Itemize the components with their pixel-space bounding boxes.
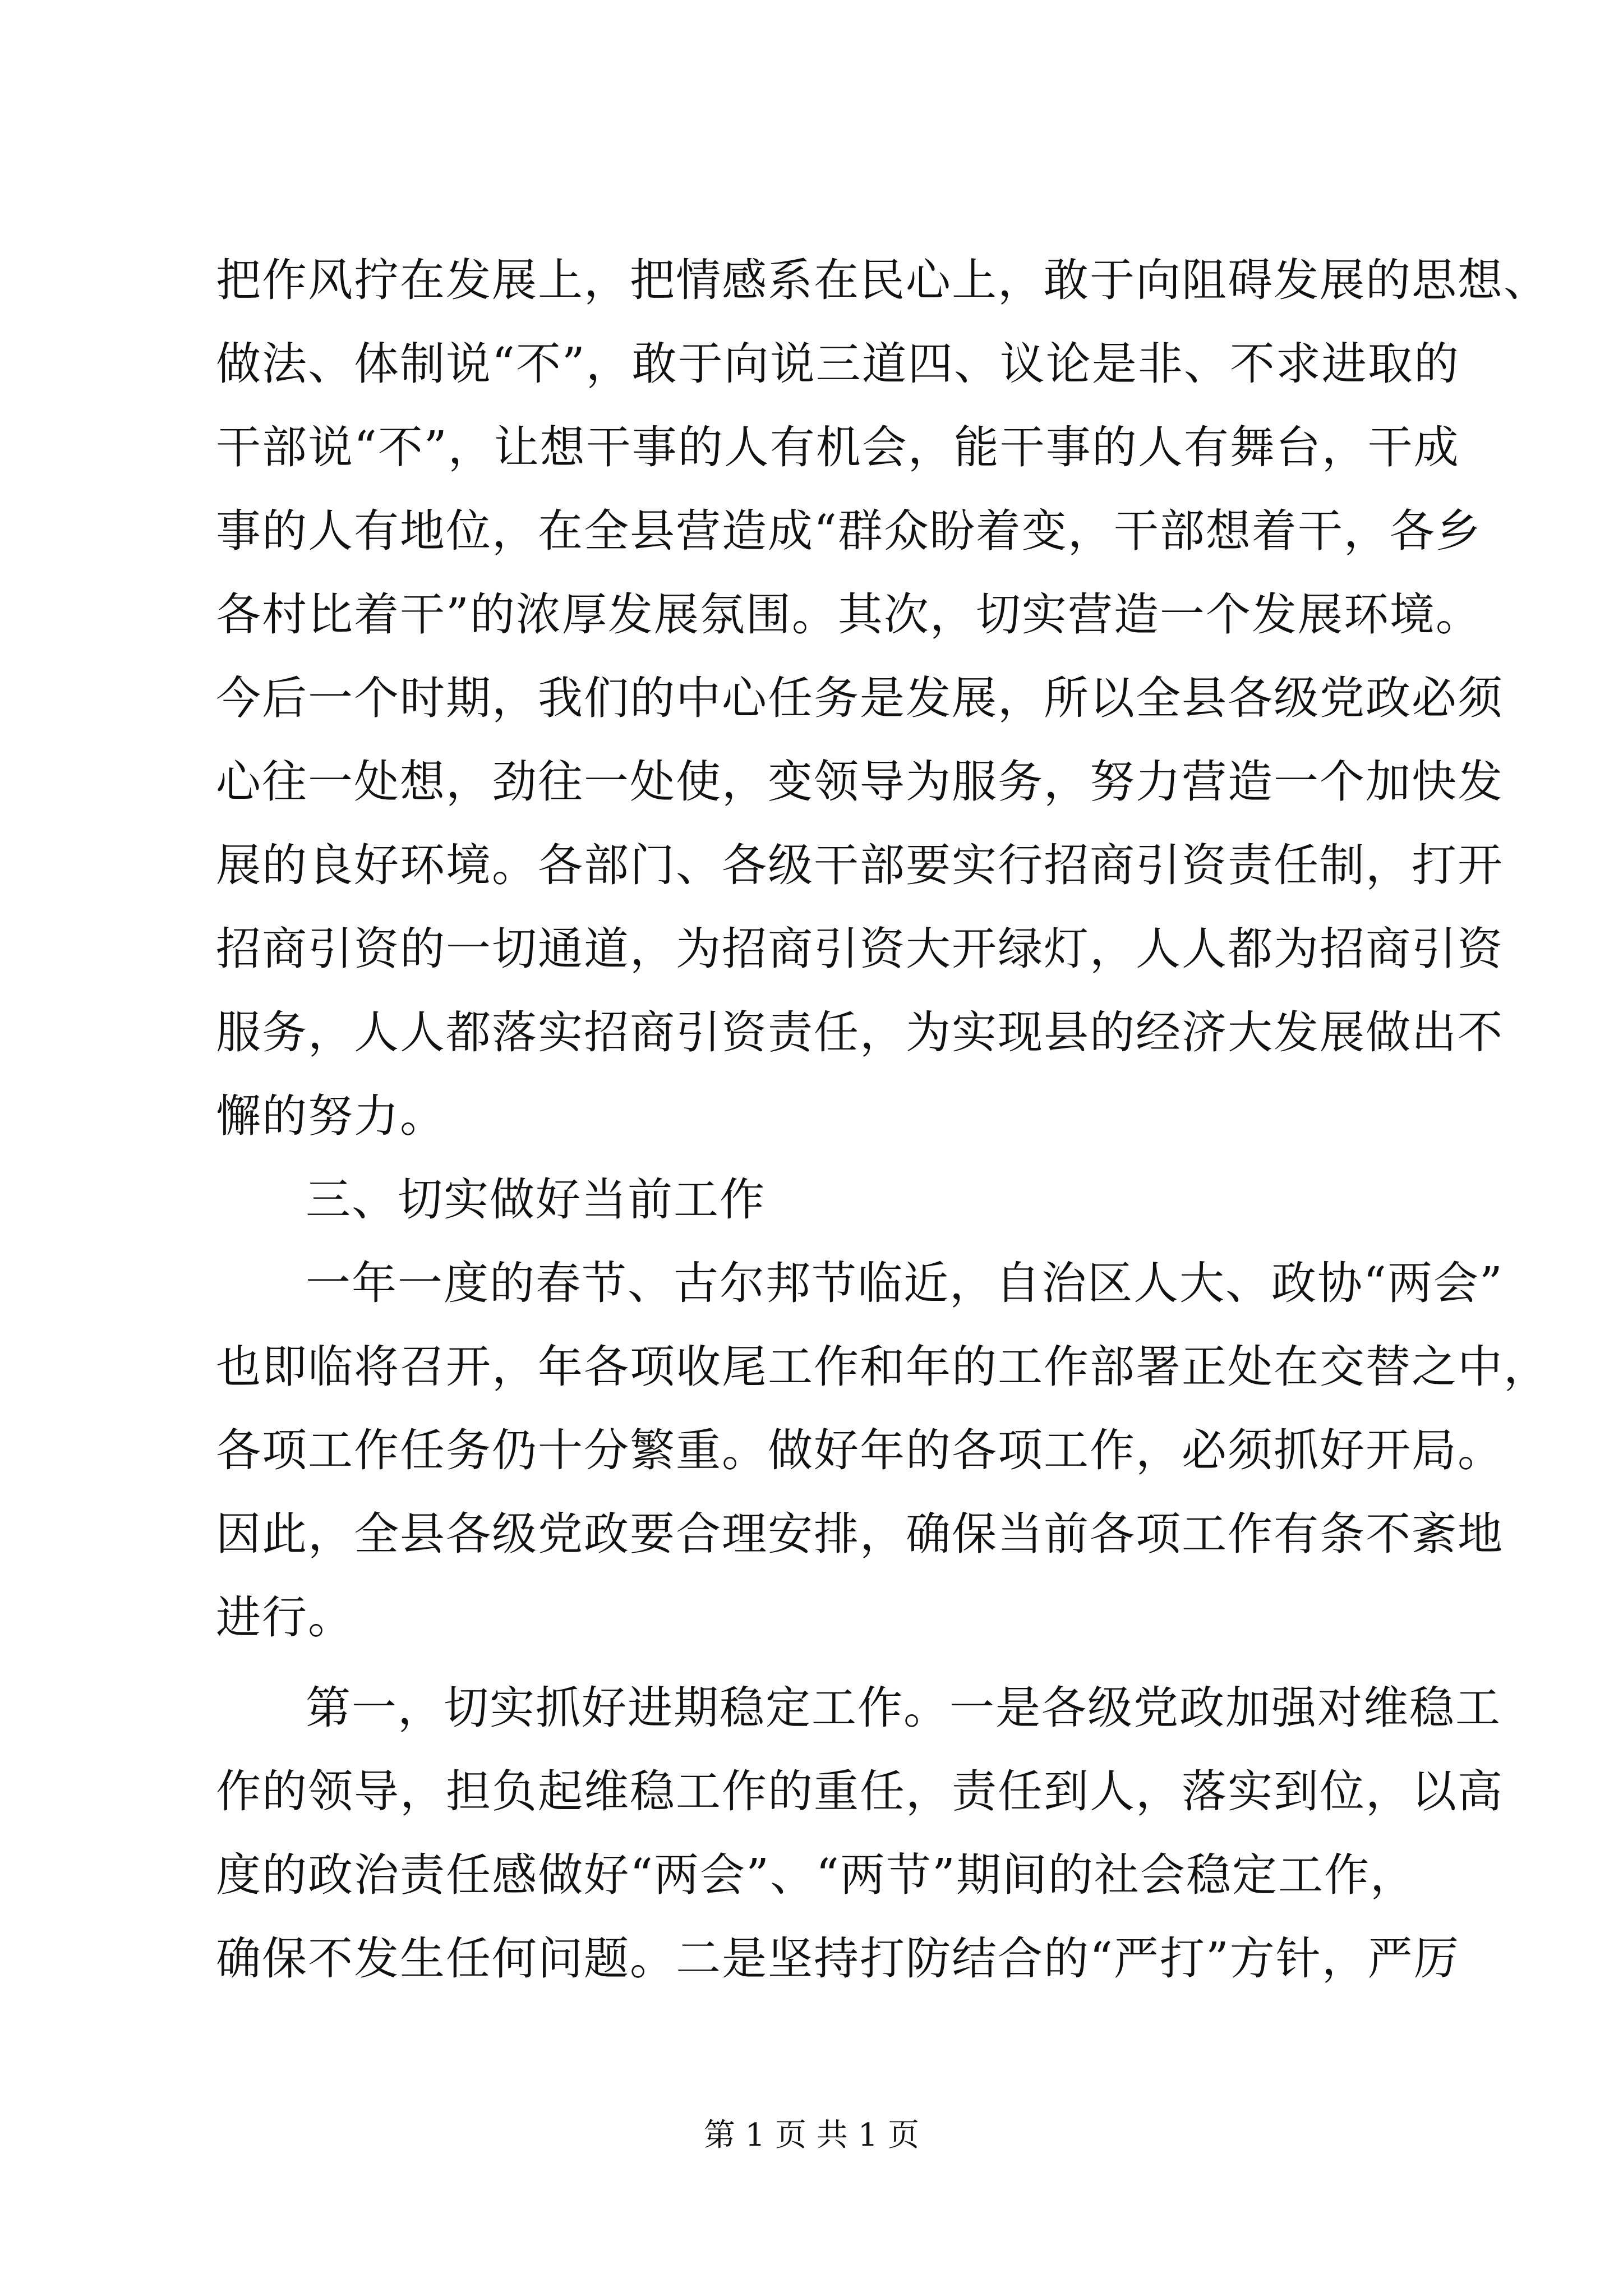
paragraph-line: 各项工作任务仍十分繁重。做好年的各项工作，必须抓好开局。 (216, 1424, 1504, 1476)
paragraph-line: 一年一度的春节、古尔邦节临近，自治区人大、政协“两会” (306, 1257, 1504, 1309)
paragraph-line: 招商引资的一切通道，为招商引资大开绿灯，人人都为招商引资 (216, 923, 1504, 975)
paragraph-line: 进行。 (216, 1591, 354, 1644)
paragraph-line: 作的领导，担负起维稳工作的重任，责任到人，落实到位，以高 (216, 1765, 1504, 1818)
paragraph-line: 心往一处想，劲往一处使，变领导为服务，努力营造一个加快发 (216, 756, 1504, 808)
paragraph-line: 第一，切实抓好进期稳定工作。一是各级党政加强对维稳工 (306, 1682, 1501, 1734)
paragraph-line: 确保不发生任何问题。二是坚持打防结合的“严打”方针，严厉 (216, 1932, 1460, 1985)
paragraph-line: 展的良好环境。各部门、各级干部要实行招商引资责任制，打开 (216, 839, 1504, 891)
paragraph-line: 懈的努力。 (216, 1090, 446, 1142)
section-heading: 三、切实做好当前工作 (306, 1174, 766, 1226)
document-body (216, 238, 1550, 2000)
paragraph-line: 度的政治责任感做好“两会”、“两节”期间的社会稳定工作， (216, 1849, 1416, 1901)
page-footer: 第 1 页 共 1 页 (703, 2117, 920, 2154)
paragraph-line: 做法、体制说“不”，敢于向说三道四、议论是非、不求进取的 (216, 338, 1460, 390)
paragraph-line: 干部说“不”，让想干事的人有机会，能干事的人有舞台，干成 (216, 421, 1460, 473)
paragraph-line: 各村比着干”的浓厚发展氛围。其次，切实营造一个发展环境。 (216, 588, 1482, 641)
paragraph-gap (216, 1659, 1416, 1666)
paragraph-line: 也即临将召开，年各项收尾工作和年的工作部署正处在交替之中， (216, 1341, 1550, 1393)
paragraph-line: 因此，全县各级党政要合理安排，确保当前各项工作有条不紊地 (216, 1508, 1504, 1560)
paragraph-line: 服务，人人都落实招商引资责任，为实现县的经济大发展做出不 (216, 1006, 1504, 1059)
paragraph-line: 今后一个时期，我们的中心任务是发展，所以全县各级党政必须 (216, 672, 1504, 724)
paragraph-line: 把作风拧在发展上，把情感系在民心上，敢于向阻碍发展的思想、 (216, 254, 1550, 306)
paragraph-line: 事的人有地位，在全县营造成“群众盼着变，干部想着干，各乡 (216, 505, 1482, 557)
